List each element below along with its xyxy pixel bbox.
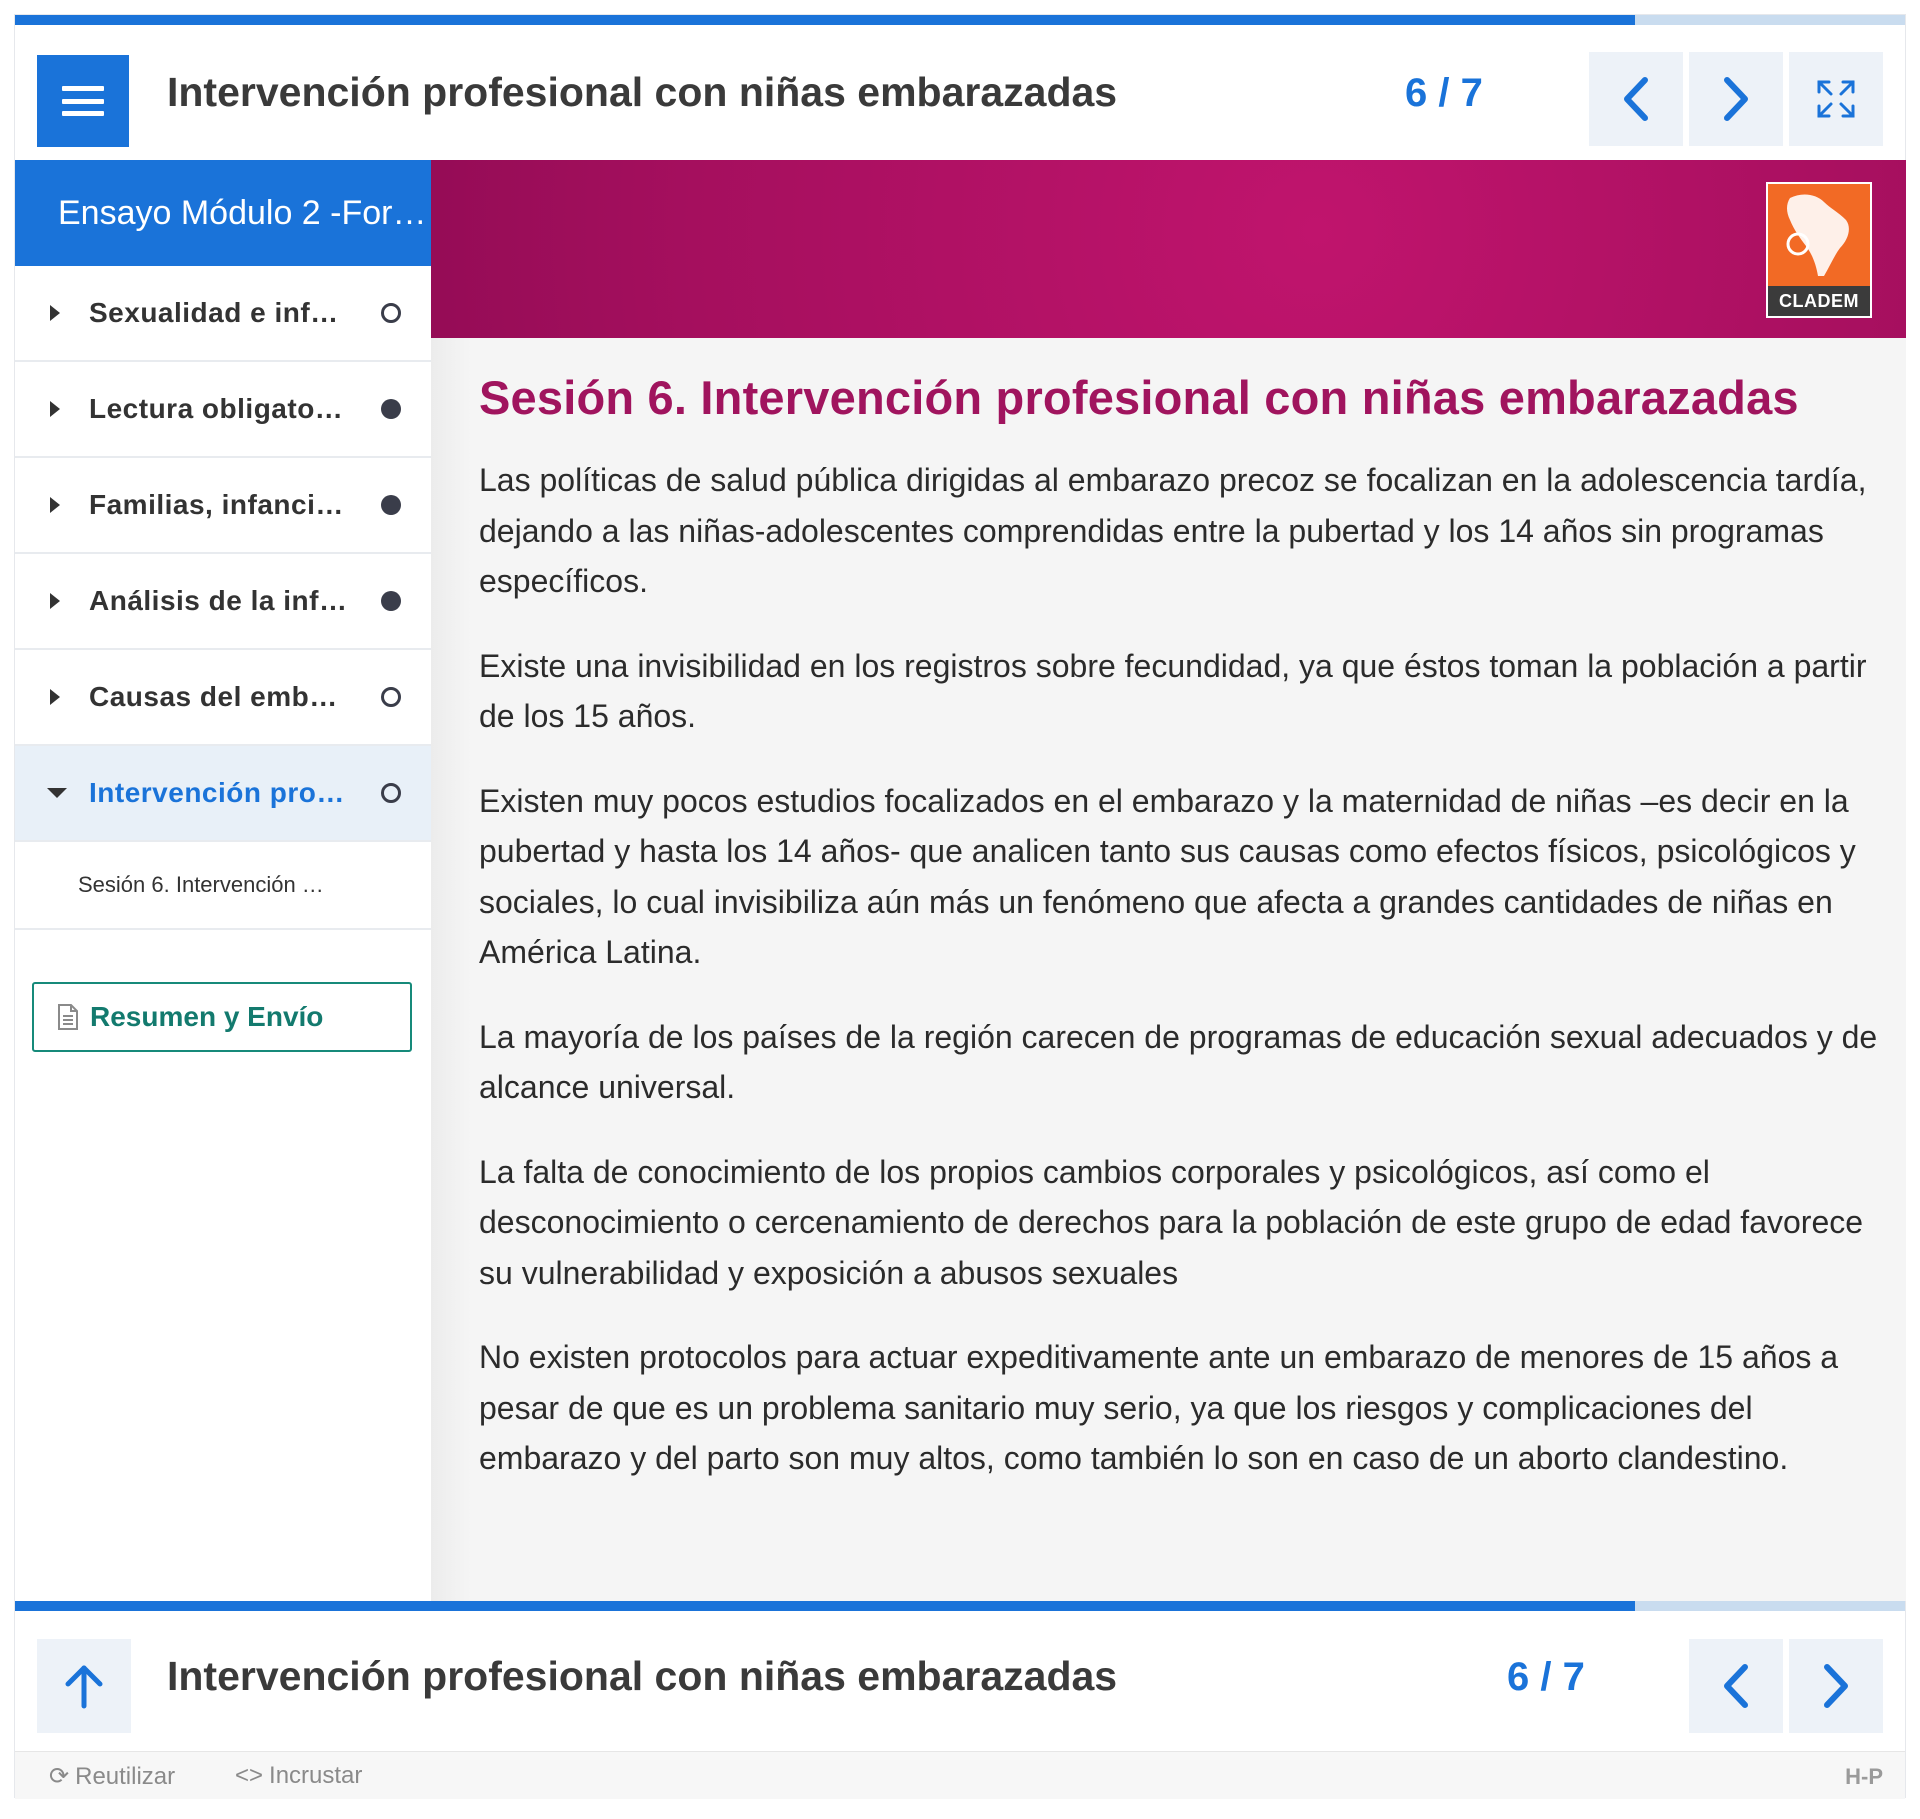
sidebar-item-intervencion[interactable] bbox=[15, 746, 431, 842]
footer-prev-button[interactable] bbox=[1689, 1639, 1783, 1733]
slide-counter: 6 / 7 bbox=[1405, 71, 1483, 115]
reuse-link[interactable] bbox=[49, 1762, 175, 1791]
fullscreen-icon bbox=[1816, 79, 1856, 119]
footer-next-button[interactable] bbox=[1789, 1639, 1883, 1733]
progress-fill-bottom bbox=[15, 1601, 1635, 1611]
sidebar-heading[interactable]: Ensayo Módulo 2 -For… bbox=[15, 160, 431, 266]
caret-right-icon bbox=[50, 593, 60, 609]
cladem-logo bbox=[1766, 182, 1872, 318]
caret-down-icon bbox=[47, 788, 67, 798]
course-presentation bbox=[14, 14, 1906, 1798]
paragraph: Las políticas de salud pública dirigidas al embarazo precoz se focalizan en la adolescencia tardía, dejando a las niñas-adolescentes comprendidas entre la pubertad y los 14 años sin programas específicos. bbox=[479, 462, 1867, 599]
chevron-left-icon bbox=[1619, 76, 1653, 122]
next-button[interactable] bbox=[1689, 52, 1783, 146]
footer-title: Intervención profesional con niñas embarazadas bbox=[167, 1653, 1118, 1699]
hamburger-menu-icon bbox=[62, 86, 104, 116]
footer-navigation bbox=[15, 1611, 1905, 1751]
document-icon bbox=[56, 1003, 80, 1031]
fullscreen-button[interactable] bbox=[1789, 52, 1883, 146]
menu-button[interactable] bbox=[37, 55, 129, 147]
summary-submit-button[interactable] bbox=[32, 982, 412, 1052]
reuse-label: Reutilizar bbox=[75, 1762, 176, 1790]
arrow-up-icon bbox=[62, 1662, 106, 1710]
slide-text bbox=[479, 370, 1879, 1518]
sidebar-item-label: Sexualidad e inf… bbox=[89, 297, 339, 328]
status-open-icon bbox=[381, 687, 401, 707]
slide-content bbox=[431, 160, 1906, 1601]
latin-america-map-icon bbox=[1768, 184, 1870, 284]
chevron-left-icon bbox=[1719, 1663, 1753, 1709]
caret-right-icon bbox=[50, 305, 60, 321]
paragraph: Existe una invisibilidad en los registros sobre fecundidad, ya que éstos toman la población a partir de los 15 años. bbox=[479, 647, 1867, 734]
progress-bar-top bbox=[15, 15, 1905, 25]
sidebar-navigation bbox=[15, 160, 431, 1601]
h5p-logo[interactable]: H-P bbox=[1845, 1764, 1883, 1789]
embed-label: Incrustar bbox=[269, 1762, 363, 1789]
scroll-to-top-button[interactable] bbox=[37, 1639, 131, 1733]
chevron-right-icon bbox=[1719, 76, 1753, 122]
header-banner bbox=[431, 160, 1906, 338]
sidebar-item-label: Lectura obligato… bbox=[89, 393, 344, 424]
paragraph: La mayoría de los países de la región carecen de programas de educación sexual adecuados y de alcance universal. bbox=[479, 1018, 1878, 1105]
status-open-icon bbox=[381, 783, 401, 803]
sidebar-item-label: Familias, infanci… bbox=[89, 489, 344, 520]
progress-fill-top bbox=[15, 15, 1635, 25]
prev-button[interactable] bbox=[1589, 52, 1683, 146]
paragraph: Existen muy pocos estudios focalizados en el embarazo y la maternidad de niñas –es decir en la pubertad y hasta los 14 años- que analicen tanto sus causas como efectos físicos, psicológicos y sociales, lo cual invisibiliza aún más un fenómeno que afecta a grandes cantidades de niñas en América Latina. bbox=[479, 782, 1856, 970]
sidebar-item-label: Análisis de la inf… bbox=[89, 585, 348, 616]
footer-slide-counter: 6 / 7 bbox=[1507, 1655, 1585, 1699]
progress-bar-bottom bbox=[15, 1601, 1905, 1611]
embed-link[interactable] bbox=[235, 1762, 362, 1790]
status-open-icon bbox=[381, 303, 401, 323]
refresh-icon: ⟳ bbox=[49, 1763, 70, 1790]
caret-right-icon bbox=[50, 689, 60, 705]
sidebar-subitem-sesion-6[interactable]: Sesión 6. Intervención … bbox=[15, 842, 431, 930]
logo-text: CLADEM bbox=[1768, 286, 1870, 316]
status-done-icon bbox=[381, 495, 401, 515]
h5p-action-bar bbox=[15, 1751, 1905, 1799]
sidebar-item-causas[interactable] bbox=[15, 650, 431, 746]
sidebar-item-lectura[interactable] bbox=[15, 362, 431, 458]
sidebar-item-label: Intervención pro… bbox=[89, 777, 345, 808]
paragraph: No existen protocolos para actuar expeditivamente ante un embarazo de menores de 15 años a pesar de que es un problema sanitario muy serio, ya que los riesgos y complicaciones del embarazo y del parto son muy altos, como también lo son en caso de un aborto clandestino. bbox=[479, 1339, 1839, 1476]
caret-right-icon bbox=[50, 401, 60, 417]
caret-right-icon bbox=[50, 497, 60, 513]
slide-heading: Sesión 6. Intervención profesional con niñas embarazadas bbox=[479, 371, 1799, 424]
sidebar-item-sexualidad[interactable] bbox=[15, 266, 431, 362]
summary-button-label: Resumen y Envío bbox=[90, 1001, 324, 1032]
sidebar-item-analisis[interactable] bbox=[15, 554, 431, 650]
status-done-icon bbox=[381, 591, 401, 611]
chevron-right-icon bbox=[1819, 1663, 1853, 1709]
sidebar-item-familias[interactable] bbox=[15, 458, 431, 554]
page-title: Intervención profesional con niñas embarazadas bbox=[167, 69, 1118, 115]
sidebar-item-label: Causas del emb… bbox=[89, 681, 338, 712]
paragraph: La falta de conocimiento de los propios cambios corporales y psicológicos, así como el desconocimiento o cercenamiento de derechos para la población de este grupo de edad favorece su vulnerabilidad y exposición a abusos sexuales bbox=[479, 1153, 1864, 1291]
header bbox=[15, 25, 1905, 169]
status-done-icon bbox=[381, 399, 401, 419]
code-icon: <> bbox=[235, 1762, 264, 1789]
